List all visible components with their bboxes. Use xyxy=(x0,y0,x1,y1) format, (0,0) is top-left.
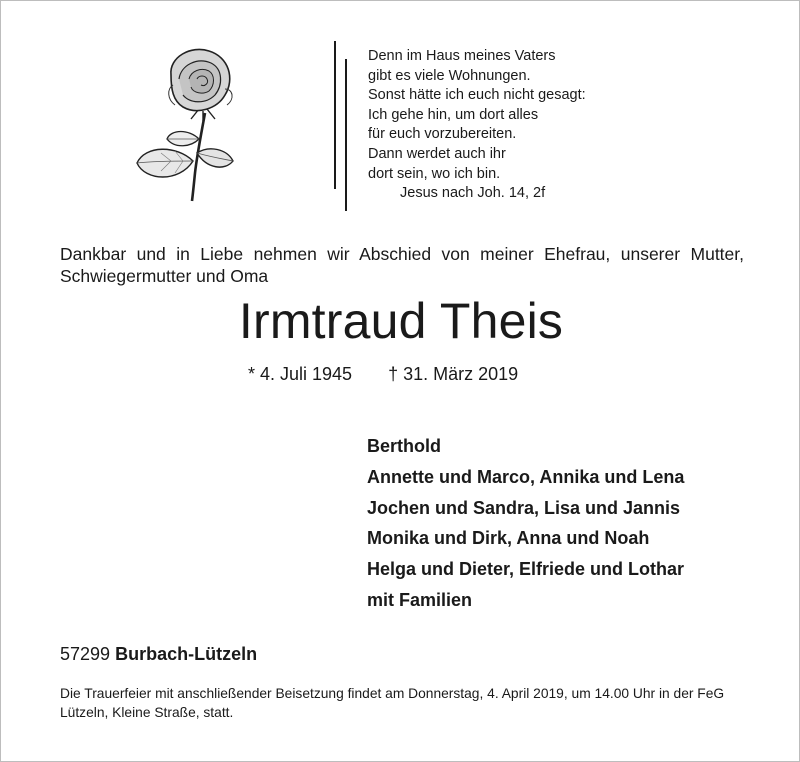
divider-line-left xyxy=(334,41,336,189)
mourners-list xyxy=(367,431,684,616)
funeral-note: Die Trauerfeier mit anschließender Beisetzung findet am Donnerstag, 4. April 2019, um 14.00 Uhr in der FeG Lützeln, Kleine Straße, statt. xyxy=(60,686,725,720)
verse-line: Sonst hätte ich euch nicht gesagt: xyxy=(368,87,586,104)
rose-icon xyxy=(131,45,243,205)
deceased-name: Irmtraud Theis xyxy=(238,293,564,349)
life-dates xyxy=(248,362,518,386)
verse-line: für euch vorzubereiten. xyxy=(368,126,517,143)
bible-verse xyxy=(368,47,586,204)
birth-date: * 4. Juli 1945 xyxy=(248,364,353,384)
mourner-line: Monika und Dirk, Anna und Noah xyxy=(367,528,650,549)
location xyxy=(60,642,257,666)
verse-reference: Jesus nach Joh. 14, 2f xyxy=(400,185,546,202)
mourner-line: Jochen und Sandra, Lisa und Jannis xyxy=(367,497,681,518)
death-date: † 31. März 2019 xyxy=(388,364,519,384)
zip-code: 57299 xyxy=(60,644,111,664)
verse-line: Ich gehe hin, um dort alles xyxy=(368,106,539,123)
mourner-line: Helga und Dieter, Elfriede und Lothar xyxy=(367,559,685,580)
verse-line: dort sein, wo ich bin. xyxy=(368,165,501,182)
intro-text: Dankbar und in Liebe nehmen wir Abschied von meiner Ehefrau, unserer Mutter, Schwiegermutter und Oma xyxy=(60,244,744,286)
mourner-line: Berthold xyxy=(367,436,441,456)
divider-line-right xyxy=(345,59,347,211)
verse-line: Dann werdet auch ihr xyxy=(368,145,506,162)
mourner-line: Annette und Marco, Annika und Lena xyxy=(367,466,685,487)
verse-line: gibt es viele Wohnungen. xyxy=(368,67,531,84)
verse-line: Denn im Haus meines Vaters xyxy=(368,48,556,64)
mourner-line: mit Familien xyxy=(367,589,473,610)
city: Burbach-Lützeln xyxy=(115,644,258,664)
